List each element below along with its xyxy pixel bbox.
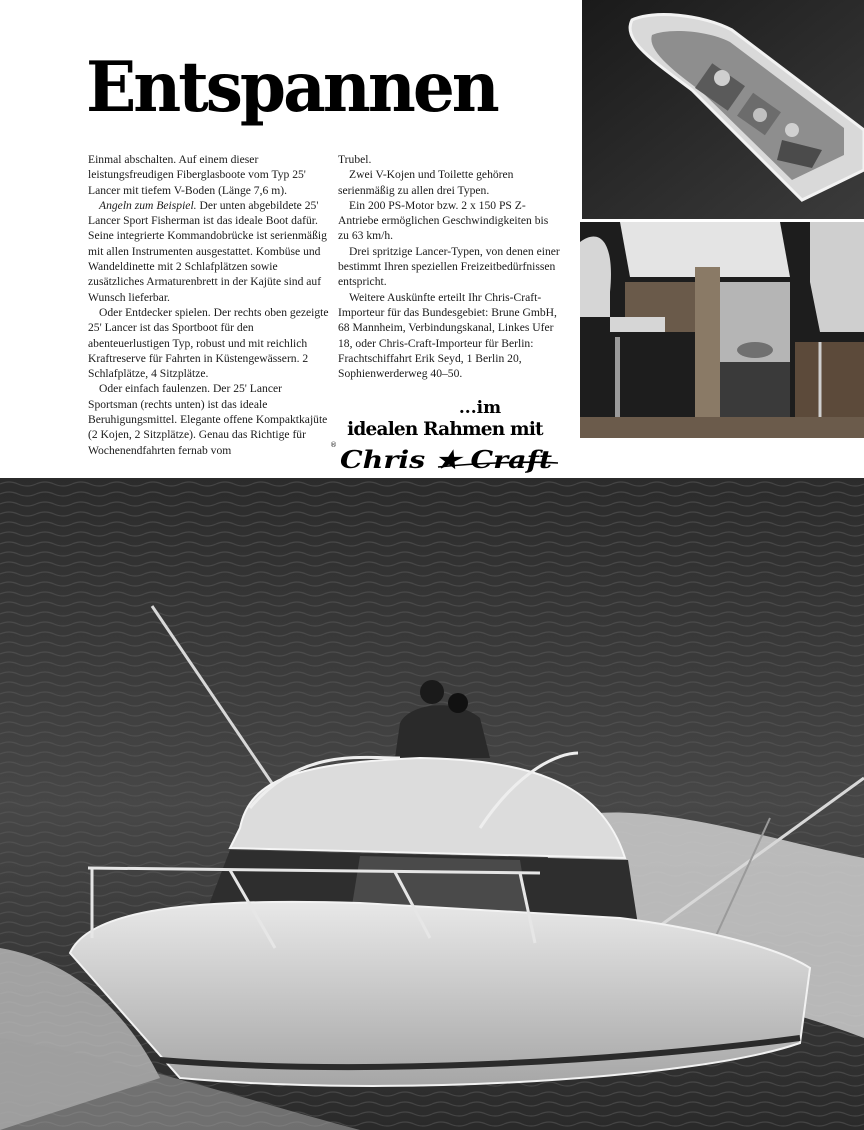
tagline-line-1: ...im [458,398,502,418]
chris-craft-logo [338,441,560,479]
paragraph: Oder einfach faulenzen. Der 25' Lancer Sportsman (rechts unten) ist das ideale Beruhigungsmittel. Elegante offene Kompaktkajüte (2 Kojen, 2 Sitzplätze). Genau das Richtige für Wochenendfahrten fernab vom [88,382,328,457]
sport-fisherman-at-sea-photo [0,478,864,1130]
paragraph: Drei spritzige Lancer-Typen, von denen einer bestimmt Ihren speziellen Freizeitbedürfnissen entspricht. [338,244,560,289]
headline: Entspannen [86,45,497,128]
tagline-line-2: idealen Rahmen mit [347,419,543,440]
body-text-left-column [88,152,330,458]
paragraph: Zwei V-Kojen und Toilette gehören serienmäßig zu allen drei Typen. [338,168,514,197]
paragraph [88,198,330,305]
paragraph: Einmal abschalten. Auf einem dieser leistungsfreudigen Fiberglasboote vom Typ 25' Lancer mit tiefem V-Boden (Länge 7,6 m). [88,153,306,197]
paragraph-lead: Angeln zum Beispiel. [99,198,197,212]
paragraph-body: Der unten abgebildete 25' Lancer Sport Fisherman ist das ideale Boot dafür. Seine integrierte Kommandobrücke ist serienmäßig mit allen Instrumenten ausgestattet. Kombüse und Wandeldinette mit 2 Schlafplätzen sowie zusätzliches Armaturenbrett in der Kajüte sind auf Wunsch lieferbar. [88,198,327,304]
body-text-right-column [338,152,560,381]
tagline [330,398,560,440]
paragraph: Weitere Auskünfte erteilt Ihr Chris-Craft-Importeur für das Bundesgebiet: Brune GmbH, 68 Mannheim, Verbindungskanal, Linkes Ufer 18, oder Chris-Craft-Importeur für Berlin: Frachtschiffahrt Erik Seyd, 1 Berlin 20, Sophienwerderweg 40–50. [338,290,557,381]
svg-text:Chris ★ Craft: Chris ★ Craft [340,445,552,474]
cabin-interior-photo [580,222,864,438]
paragraph: Ein 200 PS-Motor bzw. 2 x 150 PS Z-Antriebe ermöglichen Geschwindigkeiten bis zu 63 km/h. [338,198,549,243]
paragraph: Trubel. [338,153,372,166]
registered-mark: ® [330,441,337,449]
boat-aerial-photo [582,0,864,219]
paragraph: Oder Entdecker spielen. Der rechts oben gezeigte 25' Lancer ist das Sportboot für den abenteuerlustigen Typ, robust und mit reichlich Kraftreserve für Fahrten in Küstengewässern. 2 Schlafplätze, 4 Sitzplätze. [88,305,329,381]
